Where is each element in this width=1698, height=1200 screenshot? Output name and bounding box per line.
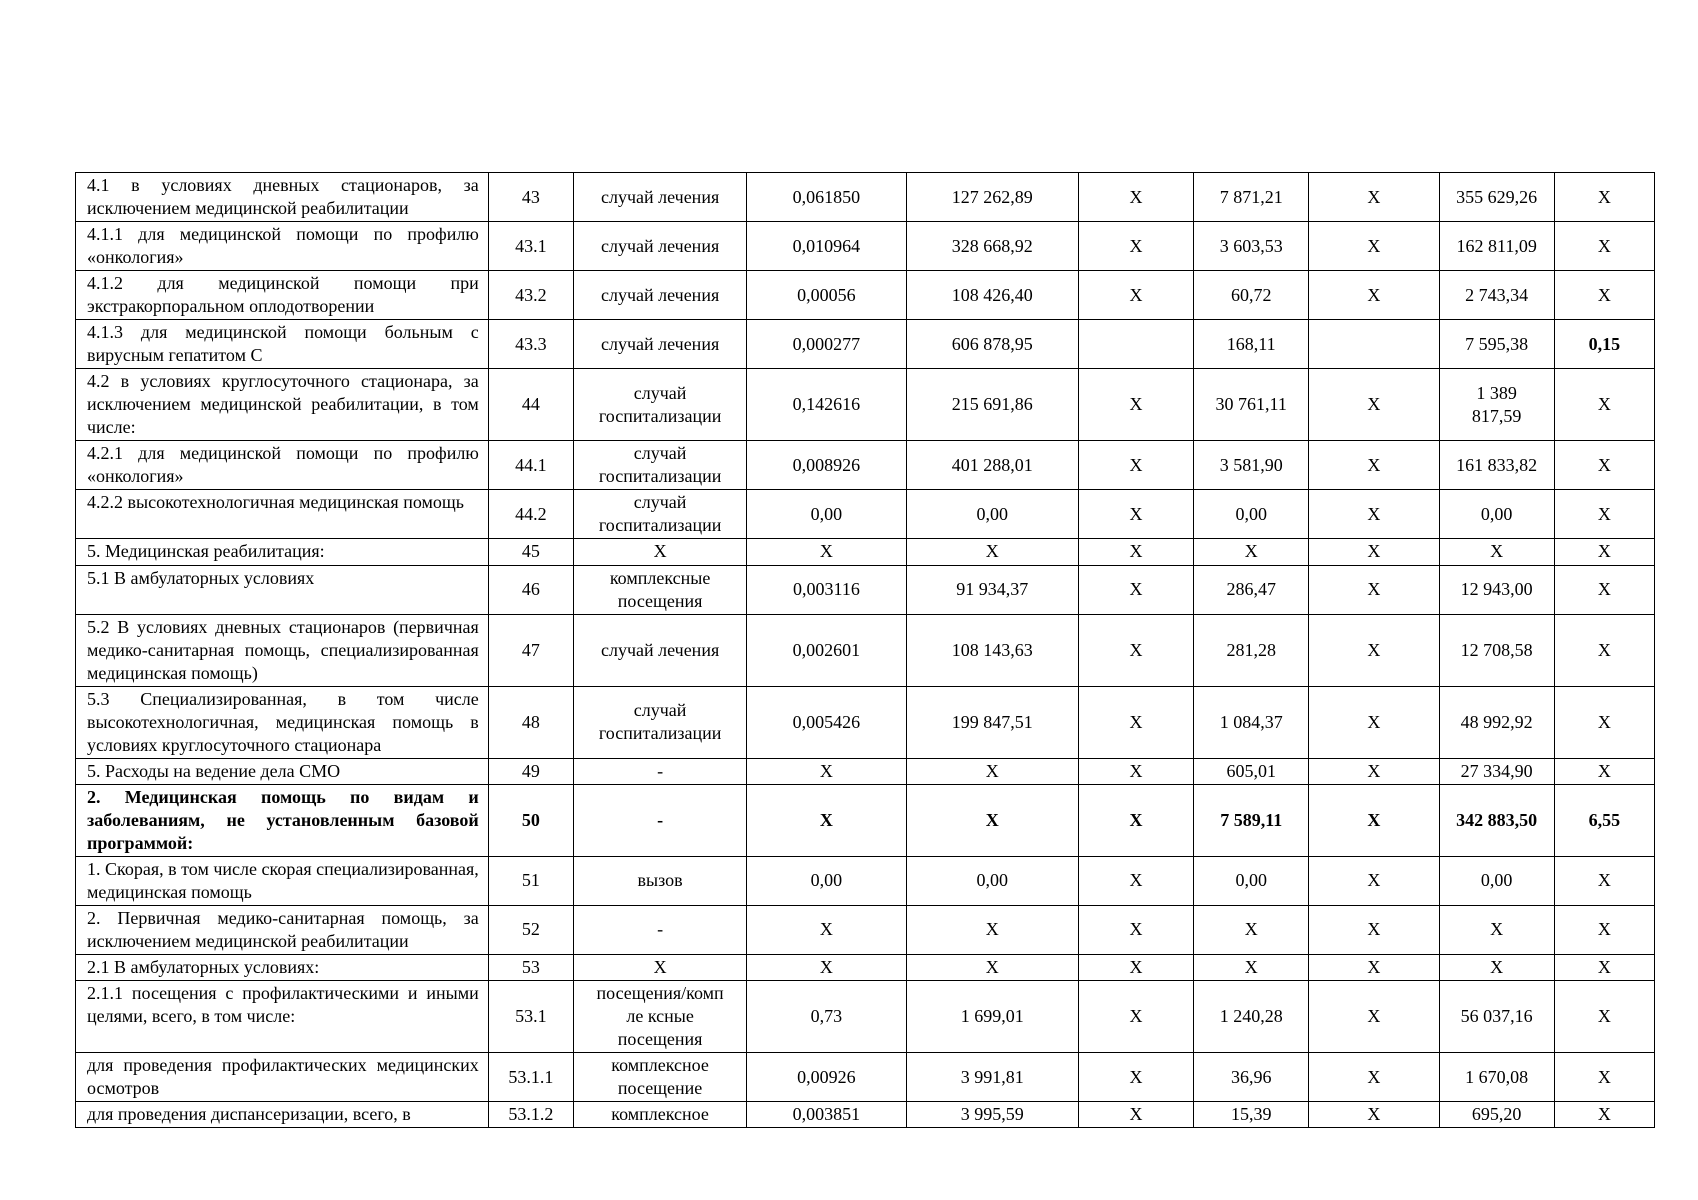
cell-row-number: 53.1.2	[488, 1102, 573, 1128]
cell-row-description: 5.2 В условиях дневных стационаров (первичная медико-санитарная помощь, специализированная медицинская помощь)	[76, 614, 489, 686]
cell-per-capita-budget: Х	[1078, 271, 1193, 320]
cell-row-description: 4.2.2 высокотехнологичная медицинская помощь	[76, 490, 489, 539]
cell-unit-of-measure: вызов	[573, 856, 746, 905]
cell-share-percent: Х	[1554, 369, 1654, 441]
cell-unit-of-measure: случай госпитализации	[573, 369, 746, 441]
cell-share-percent: Х	[1554, 686, 1654, 758]
cell-unit-of-measure: случай госпитализации	[573, 686, 746, 758]
cell-per-capita-oms: 30 761,11	[1194, 369, 1309, 441]
cell-total-oms: 695,20	[1439, 1102, 1554, 1128]
cell-per-capita-oms: 1 084,37	[1194, 686, 1309, 758]
cell-share-percent: Х	[1554, 441, 1654, 490]
cell-total-oms: 0,00	[1439, 490, 1554, 539]
cell-per-capita-oms: 0,00	[1194, 856, 1309, 905]
cell-unit-of-measure: -	[573, 905, 746, 954]
cell-unit-of-measure: случай лечения	[573, 222, 746, 271]
cell-row-description: для проведения диспансеризации, всего, в	[76, 1102, 489, 1128]
cell-total-oms: 48 992,92	[1439, 686, 1554, 758]
cell-unit-of-measure: комплексное	[573, 1102, 746, 1128]
cell-unit-cost: Х	[906, 539, 1078, 565]
cell-per-capita-oms: Х	[1194, 905, 1309, 954]
cell-total-budget	[1309, 320, 1439, 369]
cell-total-oms: 161 833,82	[1439, 441, 1554, 490]
cell-row-description: 5.3 Специализированная, в том числе высокотехнологичная, медицинская помощь в условиях круглосуточного стационара	[76, 686, 489, 758]
cell-total-oms: 355 629,26	[1439, 173, 1554, 222]
table-row	[76, 981, 1655, 1053]
cell-volume-per-person: 0,008926	[747, 441, 906, 490]
cell-unit-cost: Х	[906, 905, 1078, 954]
cell-volume-per-person: 0,00056	[747, 271, 906, 320]
cell-total-oms: Х	[1439, 539, 1554, 565]
cell-total-budget: Х	[1309, 441, 1439, 490]
cell-total-oms: Х	[1439, 955, 1554, 981]
cell-share-percent: Х	[1554, 222, 1654, 271]
cell-share-percent: Х	[1554, 856, 1654, 905]
cell-unit-of-measure: случай лечения	[573, 320, 746, 369]
cell-unit-of-measure: случай госпитализации	[573, 441, 746, 490]
cell-unit-of-measure: -	[573, 784, 746, 856]
table-row	[76, 856, 1655, 905]
cell-volume-per-person: 0,00926	[747, 1053, 906, 1102]
cell-total-budget: Х	[1309, 1053, 1439, 1102]
cell-share-percent: Х	[1554, 981, 1654, 1053]
cell-per-capita-oms: 0,00	[1194, 490, 1309, 539]
cell-row-number: 43.1	[488, 222, 573, 271]
cell-per-capita-oms: 281,28	[1194, 614, 1309, 686]
cell-per-capita-budget: Х	[1078, 173, 1193, 222]
cell-share-percent: Х	[1554, 539, 1654, 565]
table-row	[76, 1102, 1655, 1128]
cell-row-number: 44.1	[488, 441, 573, 490]
cell-per-capita-oms: Х	[1194, 955, 1309, 981]
cell-volume-per-person: 0,002601	[747, 614, 906, 686]
cell-share-percent: Х	[1554, 905, 1654, 954]
cell-volume-per-person: 0,005426	[747, 686, 906, 758]
cell-per-capita-oms: 168,11	[1194, 320, 1309, 369]
cell-total-budget: Х	[1309, 856, 1439, 905]
cell-row-description: для проведения профилактических медицинских осмотров	[76, 1053, 489, 1102]
cell-per-capita-budget: Х	[1078, 565, 1193, 614]
cell-unit-cost: 0,00	[906, 856, 1078, 905]
cell-unit-cost: 108 143,63	[906, 614, 1078, 686]
cell-row-number: 49	[488, 758, 573, 784]
medical-assistance-table	[75, 172, 1655, 1128]
cell-per-capita-budget: Х	[1078, 981, 1193, 1053]
cell-row-number: 53.1	[488, 981, 573, 1053]
cell-volume-per-person: 0,73	[747, 981, 906, 1053]
cell-share-percent: Х	[1554, 490, 1654, 539]
cell-total-budget: Х	[1309, 565, 1439, 614]
cell-volume-per-person: Х	[747, 758, 906, 784]
cell-unit-cost: 401 288,01	[906, 441, 1078, 490]
cell-unit-cost: 91 934,37	[906, 565, 1078, 614]
cell-volume-per-person: Х	[747, 955, 906, 981]
cell-share-percent: Х	[1554, 173, 1654, 222]
cell-row-number: 43	[488, 173, 573, 222]
cell-total-budget: Х	[1309, 222, 1439, 271]
cell-total-budget: Х	[1309, 271, 1439, 320]
cell-unit-cost: 215 691,86	[906, 369, 1078, 441]
cell-per-capita-oms: 1 240,28	[1194, 981, 1309, 1053]
cell-unit-of-measure: комплексное посещение	[573, 1053, 746, 1102]
table-row	[76, 686, 1655, 758]
cell-row-description: 5. Медицинская реабилитация:	[76, 539, 489, 565]
cell-row-description: 4.1 в условиях дневных стационаров, за исключением медицинской реабилитации	[76, 173, 489, 222]
cell-volume-per-person: 0,003851	[747, 1102, 906, 1128]
cell-total-budget: Х	[1309, 955, 1439, 981]
cell-row-description: 5. Расходы на ведение дела СМО	[76, 758, 489, 784]
cell-total-budget: Х	[1309, 758, 1439, 784]
cell-total-budget: Х	[1309, 784, 1439, 856]
cell-share-percent: Х	[1554, 758, 1654, 784]
cell-row-description: 2. Первичная медико-санитарная помощь, за исключением медицинской реабилитации	[76, 905, 489, 954]
cell-share-percent: Х	[1554, 271, 1654, 320]
cell-per-capita-oms: 36,96	[1194, 1053, 1309, 1102]
cell-row-number: 44	[488, 369, 573, 441]
cell-row-description: 4.1.2 для медицинской помощи при экстракорпоральном оплодотворении	[76, 271, 489, 320]
cell-row-description: 4.1.3 для медицинской помощи больным с вирусным гепатитом С	[76, 320, 489, 369]
cell-unit-of-measure: случай госпитализации	[573, 490, 746, 539]
cell-unit-cost: Х	[906, 955, 1078, 981]
cell-per-capita-oms: 3 603,53	[1194, 222, 1309, 271]
cell-volume-per-person: 0,000277	[747, 320, 906, 369]
table-row	[76, 320, 1655, 369]
cell-total-oms: 7 595,38	[1439, 320, 1554, 369]
cell-share-percent: 6,55	[1554, 784, 1654, 856]
cell-share-percent: Х	[1554, 955, 1654, 981]
cell-volume-per-person: 0,010964	[747, 222, 906, 271]
table-row	[76, 614, 1655, 686]
cell-volume-per-person: 0,061850	[747, 173, 906, 222]
cell-per-capita-budget: Х	[1078, 222, 1193, 271]
table-row	[76, 758, 1655, 784]
cell-unit-of-measure: Х	[573, 539, 746, 565]
cell-total-budget: Х	[1309, 539, 1439, 565]
cell-unit-of-measure: Х	[573, 955, 746, 981]
cell-unit-cost: 328 668,92	[906, 222, 1078, 271]
cell-unit-cost: 108 426,40	[906, 271, 1078, 320]
cell-row-number: 51	[488, 856, 573, 905]
cell-volume-per-person: Х	[747, 905, 906, 954]
cell-share-percent: 0,15	[1554, 320, 1654, 369]
table-body	[76, 173, 1655, 1128]
cell-unit-cost: 606 878,95	[906, 320, 1078, 369]
cell-share-percent: Х	[1554, 1102, 1654, 1128]
cell-total-oms: 1 670,08	[1439, 1053, 1554, 1102]
table-row	[76, 490, 1655, 539]
table-row	[76, 539, 1655, 565]
cell-volume-per-person: 0,142616	[747, 369, 906, 441]
cell-unit-cost: 0,00	[906, 490, 1078, 539]
table-row	[76, 369, 1655, 441]
cell-per-capita-budget: Х	[1078, 441, 1193, 490]
table-row	[76, 905, 1655, 954]
cell-per-capita-budget: Х	[1078, 758, 1193, 784]
cell-volume-per-person: 0,00	[747, 490, 906, 539]
cell-total-oms: 0,00	[1439, 856, 1554, 905]
cell-total-oms: 56 037,16	[1439, 981, 1554, 1053]
cell-row-number: 43.3	[488, 320, 573, 369]
cell-row-description: 2. Медицинская помощь по видам и заболеваниям, не установленным базовой программой:	[76, 784, 489, 856]
cell-share-percent: Х	[1554, 1053, 1654, 1102]
cell-per-capita-oms: 15,39	[1194, 1102, 1309, 1128]
table-row	[76, 955, 1655, 981]
cell-per-capita-budget: Х	[1078, 490, 1193, 539]
cell-unit-cost: 1 699,01	[906, 981, 1078, 1053]
cell-total-oms: 27 334,90	[1439, 758, 1554, 784]
cell-unit-cost: 127 262,89	[906, 173, 1078, 222]
cell-unit-of-measure: посещения/комп ле ксные посещения	[573, 981, 746, 1053]
cell-per-capita-budget: Х	[1078, 955, 1193, 981]
cell-total-budget: Х	[1309, 173, 1439, 222]
cell-unit-cost: Х	[906, 758, 1078, 784]
cell-share-percent: Х	[1554, 565, 1654, 614]
cell-row-number: 48	[488, 686, 573, 758]
cell-row-description: 2.1 В амбулаторных условиях:	[76, 955, 489, 981]
cell-total-oms: 162 811,09	[1439, 222, 1554, 271]
cell-unit-of-measure: случай лечения	[573, 614, 746, 686]
cell-total-oms: Х	[1439, 905, 1554, 954]
cell-per-capita-oms: 7 871,21	[1194, 173, 1309, 222]
cell-row-number: 53	[488, 955, 573, 981]
cell-row-number: 43.2	[488, 271, 573, 320]
cell-per-capita-budget	[1078, 320, 1193, 369]
cell-volume-per-person: Х	[747, 784, 906, 856]
cell-per-capita-budget: Х	[1078, 1053, 1193, 1102]
table-row	[76, 441, 1655, 490]
cell-row-number: 52	[488, 905, 573, 954]
table-row	[76, 784, 1655, 856]
cell-row-description: 1. Скорая, в том числе скорая специализированная, медицинская помощь	[76, 856, 489, 905]
cell-row-number: 44.2	[488, 490, 573, 539]
cell-row-description: 2.1.1 посещения с профилактическими и иными целями, всего, в том числе:	[76, 981, 489, 1053]
cell-volume-per-person: 0,00	[747, 856, 906, 905]
cell-row-description: 4.2.1 для медицинской помощи по профилю «онкология»	[76, 441, 489, 490]
cell-per-capita-budget: Х	[1078, 539, 1193, 565]
cell-total-oms: 12 708,58	[1439, 614, 1554, 686]
cell-total-budget: Х	[1309, 369, 1439, 441]
cell-total-budget: Х	[1309, 981, 1439, 1053]
cell-unit-cost: 199 847,51	[906, 686, 1078, 758]
cell-per-capita-budget: Х	[1078, 905, 1193, 954]
cell-total-oms: 12 943,00	[1439, 565, 1554, 614]
cell-per-capita-oms: 286,47	[1194, 565, 1309, 614]
cell-per-capita-budget: Х	[1078, 686, 1193, 758]
cell-total-oms: 2 743,34	[1439, 271, 1554, 320]
cell-per-capita-oms: 7 589,11	[1194, 784, 1309, 856]
cell-share-percent: Х	[1554, 614, 1654, 686]
cell-total-oms: 342 883,50	[1439, 784, 1554, 856]
cell-total-budget: Х	[1309, 905, 1439, 954]
cell-unit-of-measure: случай лечения	[573, 271, 746, 320]
cell-unit-cost: 3 995,59	[906, 1102, 1078, 1128]
cell-per-capita-oms: Х	[1194, 539, 1309, 565]
cell-row-number: 50	[488, 784, 573, 856]
cell-unit-cost: Х	[906, 784, 1078, 856]
table-row	[76, 173, 1655, 222]
cell-total-oms: 1 389 817,59	[1439, 369, 1554, 441]
table-row	[76, 1053, 1655, 1102]
cell-per-capita-budget: Х	[1078, 1102, 1193, 1128]
cell-per-capita-oms: 60,72	[1194, 271, 1309, 320]
cell-volume-per-person: Х	[747, 539, 906, 565]
cell-volume-per-person: 0,003116	[747, 565, 906, 614]
cell-row-number: 46	[488, 565, 573, 614]
table-row	[76, 565, 1655, 614]
table-row	[76, 271, 1655, 320]
cell-total-budget: Х	[1309, 614, 1439, 686]
cell-per-capita-budget: Х	[1078, 784, 1193, 856]
cell-per-capita-budget: Х	[1078, 856, 1193, 905]
cell-unit-of-measure: случай лечения	[573, 173, 746, 222]
cell-total-budget: Х	[1309, 686, 1439, 758]
cell-total-budget: Х	[1309, 1102, 1439, 1128]
cell-per-capita-oms: 3 581,90	[1194, 441, 1309, 490]
cell-total-budget: Х	[1309, 490, 1439, 539]
cell-row-number: 47	[488, 614, 573, 686]
cell-row-description: 5.1 В амбулаторных условиях	[76, 565, 489, 614]
cell-row-description: 4.2 в условиях круглосуточного стационара, за исключением медицинской реабилитации, в том числе:	[76, 369, 489, 441]
cell-unit-cost: 3 991,81	[906, 1053, 1078, 1102]
cell-row-number: 53.1.1	[488, 1053, 573, 1102]
cell-per-capita-budget: Х	[1078, 369, 1193, 441]
cell-per-capita-budget: Х	[1078, 614, 1193, 686]
table-row	[76, 222, 1655, 271]
cell-row-number: 45	[488, 539, 573, 565]
cell-per-capita-oms: 605,01	[1194, 758, 1309, 784]
cell-unit-of-measure: -	[573, 758, 746, 784]
cell-unit-of-measure: комплексные посещения	[573, 565, 746, 614]
cell-row-description: 4.1.1 для медицинской помощи по профилю «онкология»	[76, 222, 489, 271]
